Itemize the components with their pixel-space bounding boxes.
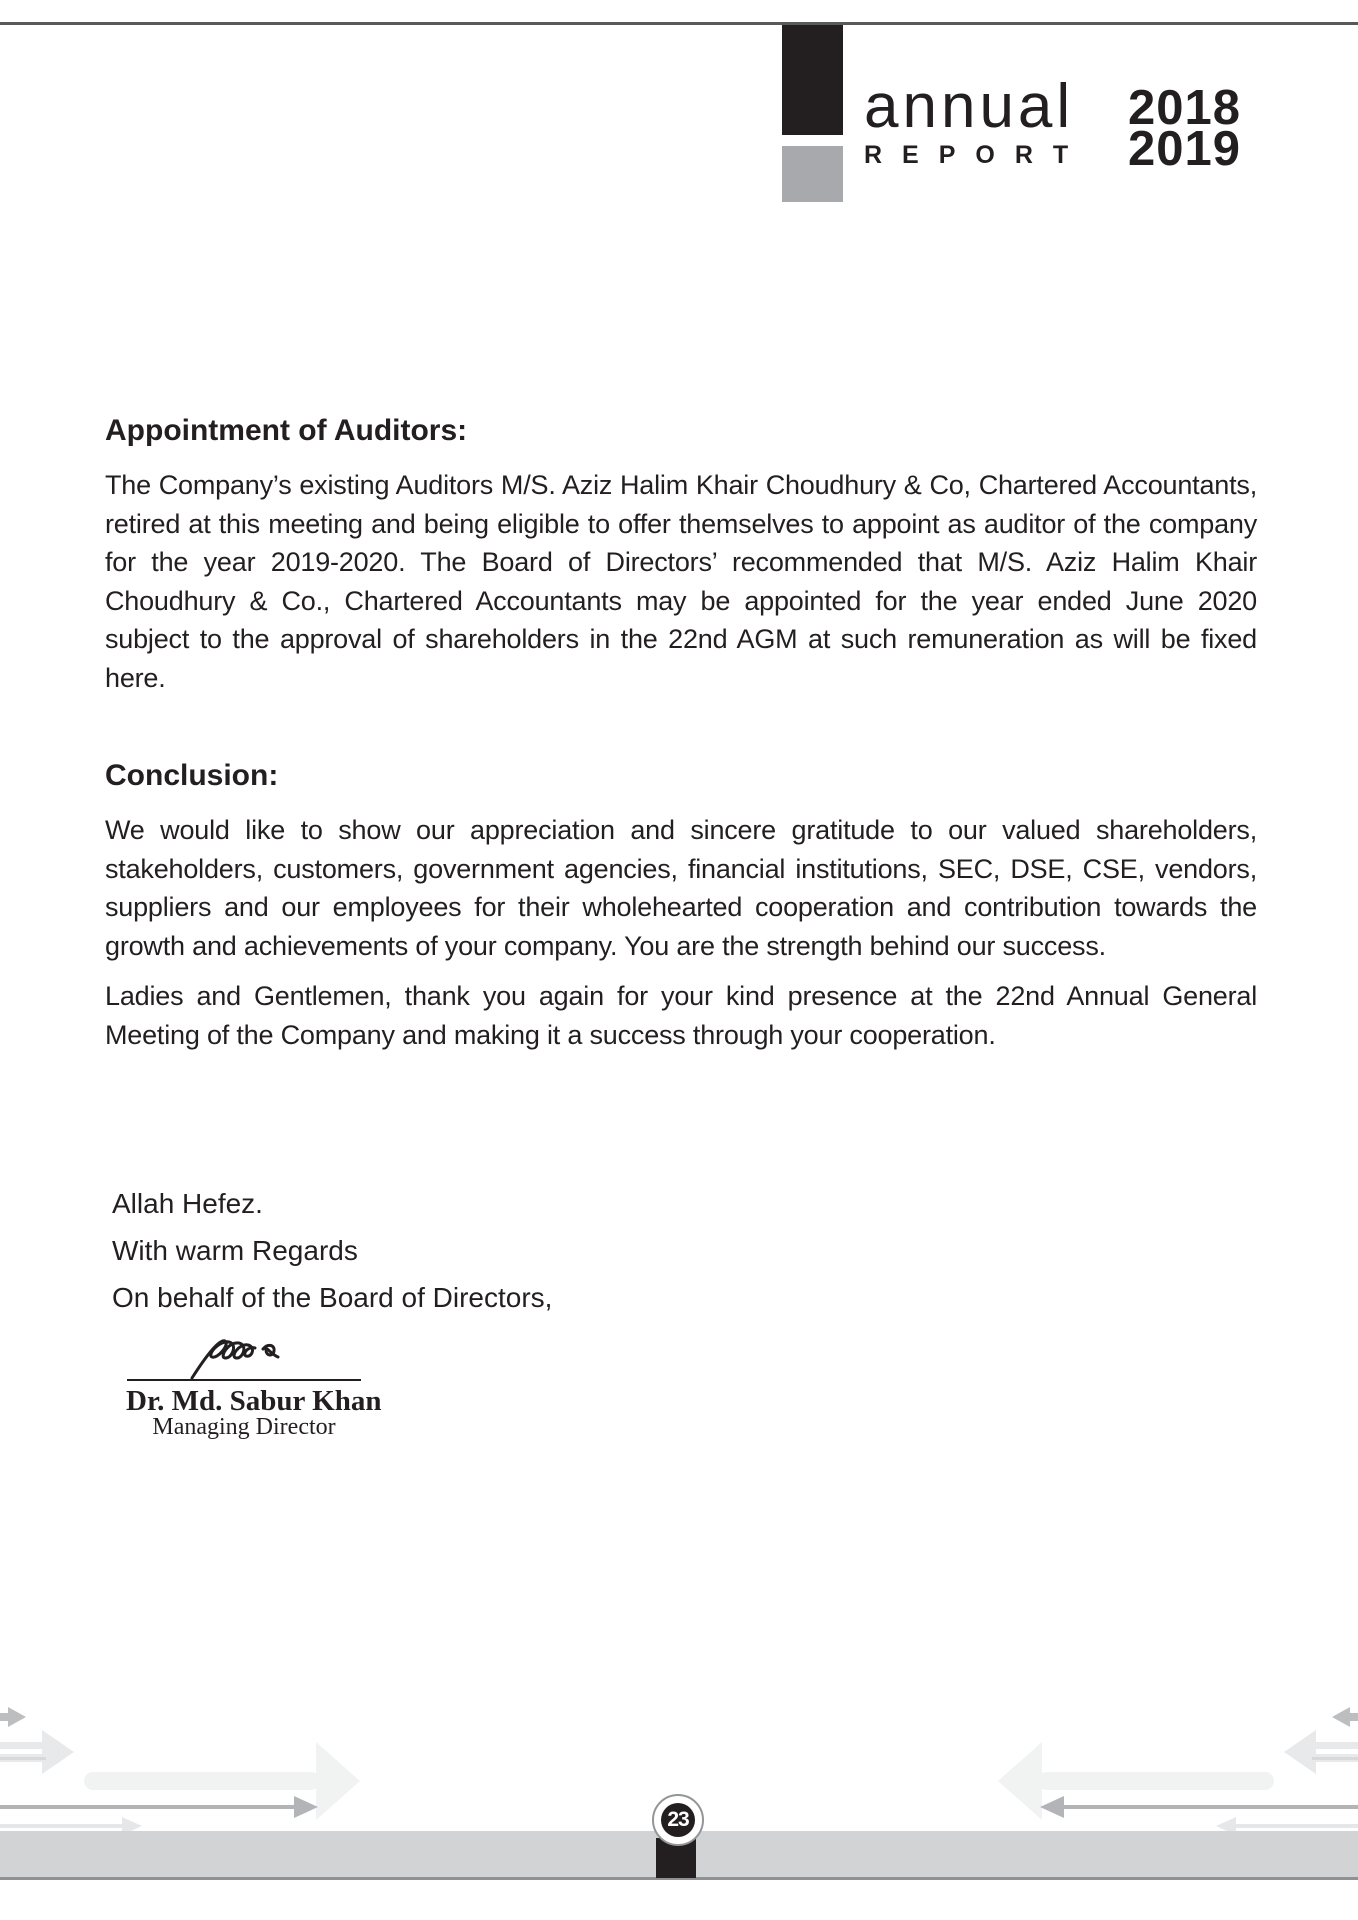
logo-years [1128,81,1242,176]
signoff-line-3: On behalf of the Board of Directors, [112,1282,553,1313]
heading-appointment-of-auditors: Appointment of Auditors: [105,414,468,447]
logo-word-annual: annual [864,72,1075,141]
paragraph-conclusion-1: We would like to show our appreciation and sincere gratitude to our valued shareholders, stakeholders, customers, government agencies, financial institutions, SEC, DSE, CSE, vendors, suppliers and our employees for their wholehearted cooperation and contribution towards the growth and achievements of your company. You are the strength behind our success. [105,815,1257,961]
signatory-title: Managing Director [152,1414,336,1440]
signatory-name: Dr. Md. Sabur Khan [126,1385,382,1417]
page-content [105,414,1257,1066]
signature-rule [127,1379,361,1381]
arrow-group-left [0,1707,360,1835]
annual-report-logo [864,72,1114,170]
logo-year-top: 2018 [1128,81,1242,135]
paragraph-auditors: The Company’s existing Auditors M/S. Aziz Halim Khair Choudhury & Co, Chartered Accountants, retired at this meeting and being eligible to offer themselves to appoint as auditor of the company for the year 2019-2020. The Board of Directors’ recommended that M/S. Aziz Halim Khair Choudhury & Co., Chartered Accountants may be appointed for the year ended June 2020 subject to the approval of shareholders in the 22nd AGM at such remuneration as will be fixed here. [105,470,1257,693]
logo-word-report: REPORT [864,141,1089,169]
signature-scribble [188,1334,288,1380]
arrow-group-right [998,1707,1358,1835]
logo-year-bottom: 2019 [1128,122,1242,176]
signoff-line-1: Allah Hefez. [112,1188,263,1219]
paragraph-conclusion-2: Ladies and Gentlemen, thank you again for your kind presence at the 22nd Annual General Meeting of the Company and making it a success through your cooperation. [105,981,1257,1050]
signoff-block [112,1180,552,1321]
logo-black-square [782,25,843,135]
signoff-line-2: With warm Regards [112,1235,358,1266]
heading-conclusion: Conclusion: [105,759,279,792]
top-divider-rule [0,22,1358,25]
logo-gray-square [782,146,843,202]
page-number-badge [652,1794,704,1846]
page-number: 23 [661,1803,695,1837]
